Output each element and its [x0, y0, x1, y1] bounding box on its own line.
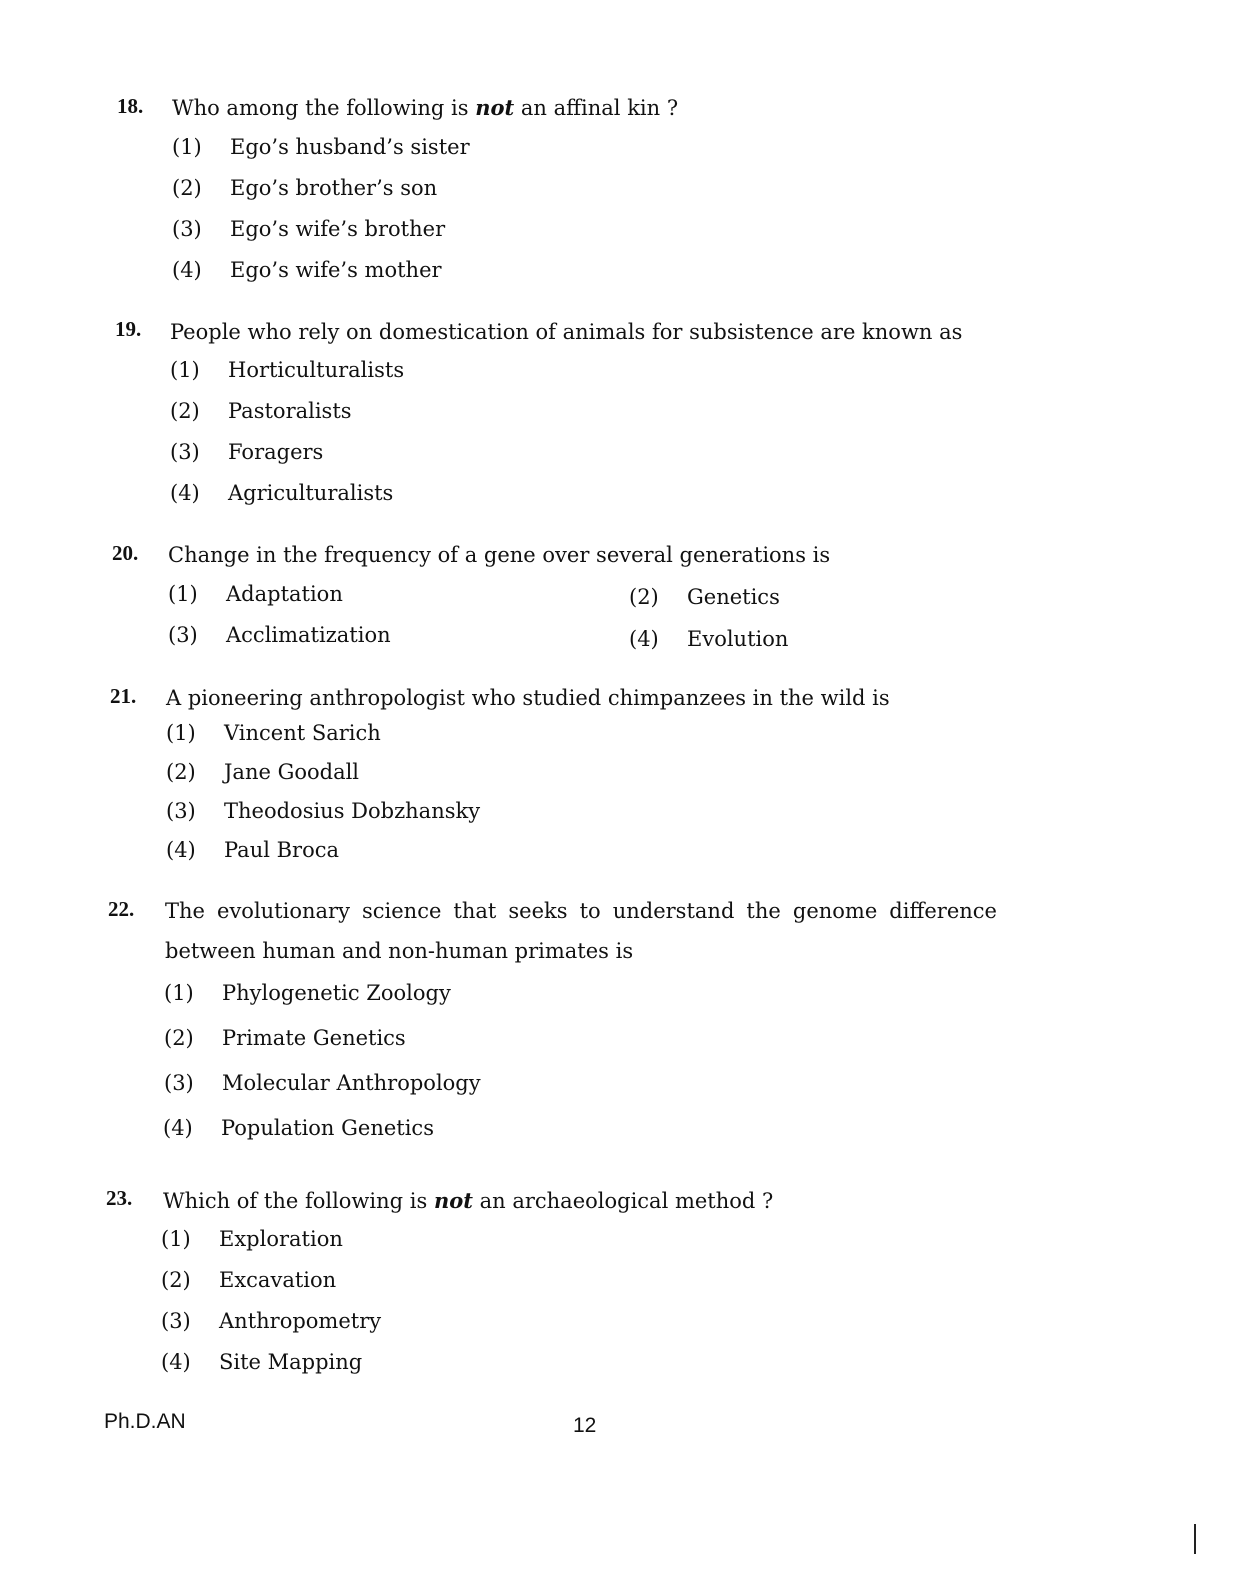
- option: (4) Paul Broca: [166, 838, 340, 862]
- option: (3) Molecular Anthropology: [164, 1071, 481, 1095]
- scan-edge-mark: [1194, 1524, 1196, 1554]
- option: (4) Ego’s wife’s mother: [172, 258, 442, 282]
- option: (2) Pastoralists: [170, 399, 352, 423]
- question-number: 23.: [106, 1186, 133, 1210]
- question-text: Who among the following is not an affinal kin ?: [172, 95, 679, 120]
- option: (1) Adaptation: [168, 582, 343, 606]
- option: (4) Population Genetics: [163, 1116, 434, 1140]
- question-number: 21.: [110, 684, 137, 708]
- option: (1) Horticulturalists: [170, 358, 405, 382]
- option: (2) Jane Goodall: [166, 760, 360, 784]
- question-number: 20.: [112, 541, 139, 565]
- option: (3) Anthropometry: [161, 1309, 382, 1333]
- option: (1) Phylogenetic Zoology: [164, 981, 451, 1005]
- option: (3) Theodosius Dobzhansky: [166, 799, 481, 823]
- option: (3) Ego’s wife’s brother: [172, 217, 446, 241]
- option: (3) Foragers: [170, 440, 324, 464]
- question-text: The evolutionary science that seeks to understand the genome difference between human and non-human primates is: [165, 899, 997, 963]
- question-text: Change in the frequency of a gene over several generations is: [168, 543, 831, 567]
- question-number: 22.: [108, 897, 135, 921]
- emphasis-text: not: [475, 95, 515, 120]
- option: (2) Primate Genetics: [164, 1026, 406, 1050]
- option: (2) Ego’s brother’s son: [172, 176, 438, 200]
- question-text: A pioneering anthropologist who studied chimpanzees in the wild is: [166, 686, 890, 710]
- paper-code: Ph.D.AN: [104, 1410, 186, 1433]
- option: (4) Site Mapping: [161, 1350, 363, 1374]
- option: (1) Ego’s husband’s sister: [172, 135, 470, 159]
- option: (4) Evolution: [629, 627, 789, 651]
- option: (4) Agriculturalists: [170, 481, 394, 505]
- question-text: People who rely on domestication of animals for subsistence are known as: [170, 320, 963, 344]
- question-number: 19.: [115, 317, 142, 341]
- option: (3) Acclimatization: [168, 623, 391, 647]
- emphasis-text: not: [433, 1188, 473, 1213]
- question-number: 18.: [117, 94, 144, 118]
- option: (1) Vincent Sarich: [166, 721, 381, 745]
- question-text: Which of the following is not an archaeological method ?: [163, 1188, 774, 1213]
- option: (2) Genetics: [629, 585, 780, 609]
- page-number: 12: [573, 1414, 597, 1437]
- option: (2) Excavation: [161, 1268, 337, 1292]
- option: (1) Exploration: [161, 1227, 343, 1251]
